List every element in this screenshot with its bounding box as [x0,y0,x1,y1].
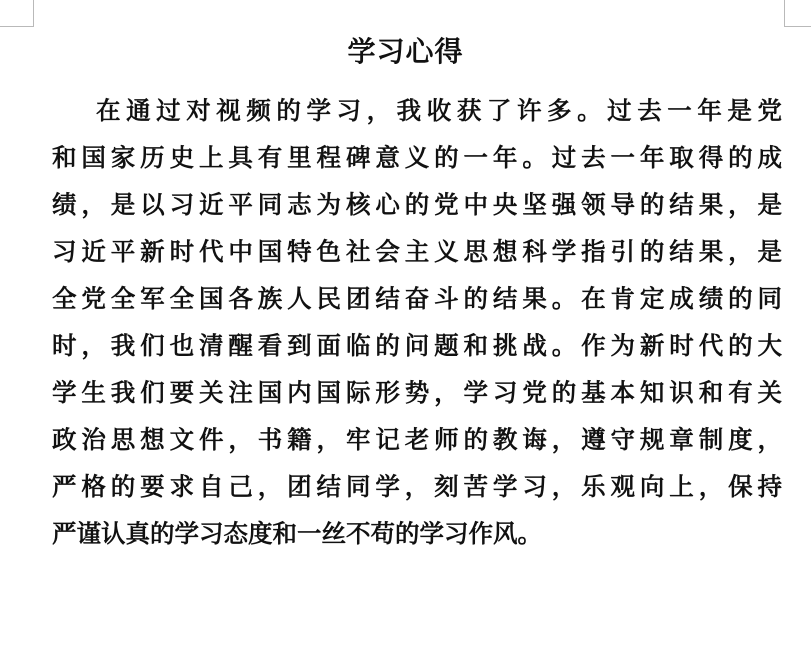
body-line: 习近平新时代中国特色社会主义思想科学指引的结果，是 [52,237,782,266]
document-title: 学习心得 [347,35,464,68]
page-corner-mark-top-right [784,0,811,27]
body-line: 绩，是以习近平同志为核心的党中央坚强领导的结果，是 [52,190,782,219]
body-line: 学生我们要关注国内国际形势，学习党的基本知识和有关 [52,378,782,407]
page-corner-mark-top-left [0,0,34,27]
body-line: 政治思想文件，书籍，牢记老师的教诲，遵守规章制度， [52,425,782,454]
body-line: 在通过对视频的学习，我收获了许多。过去一年是党 [96,96,782,125]
body-line: 严谨认真的学习态度和一丝不苟的学习作风。 [52,519,542,548]
body-line: 全党全军全国各族人民团结奋斗的结果。在肯定成绩的同 [52,284,782,313]
body-line: 时，我们也清醒看到面临的问题和挑战。作为新时代的大 [52,331,782,360]
body-line: 严格的要求自己，团结同学，刻苦学习，乐观向上，保持 [52,472,782,501]
body-line: 和国家历史上具有里程碑意义的一年。过去一年取得的成 [52,143,782,172]
document-body [52,87,782,557]
